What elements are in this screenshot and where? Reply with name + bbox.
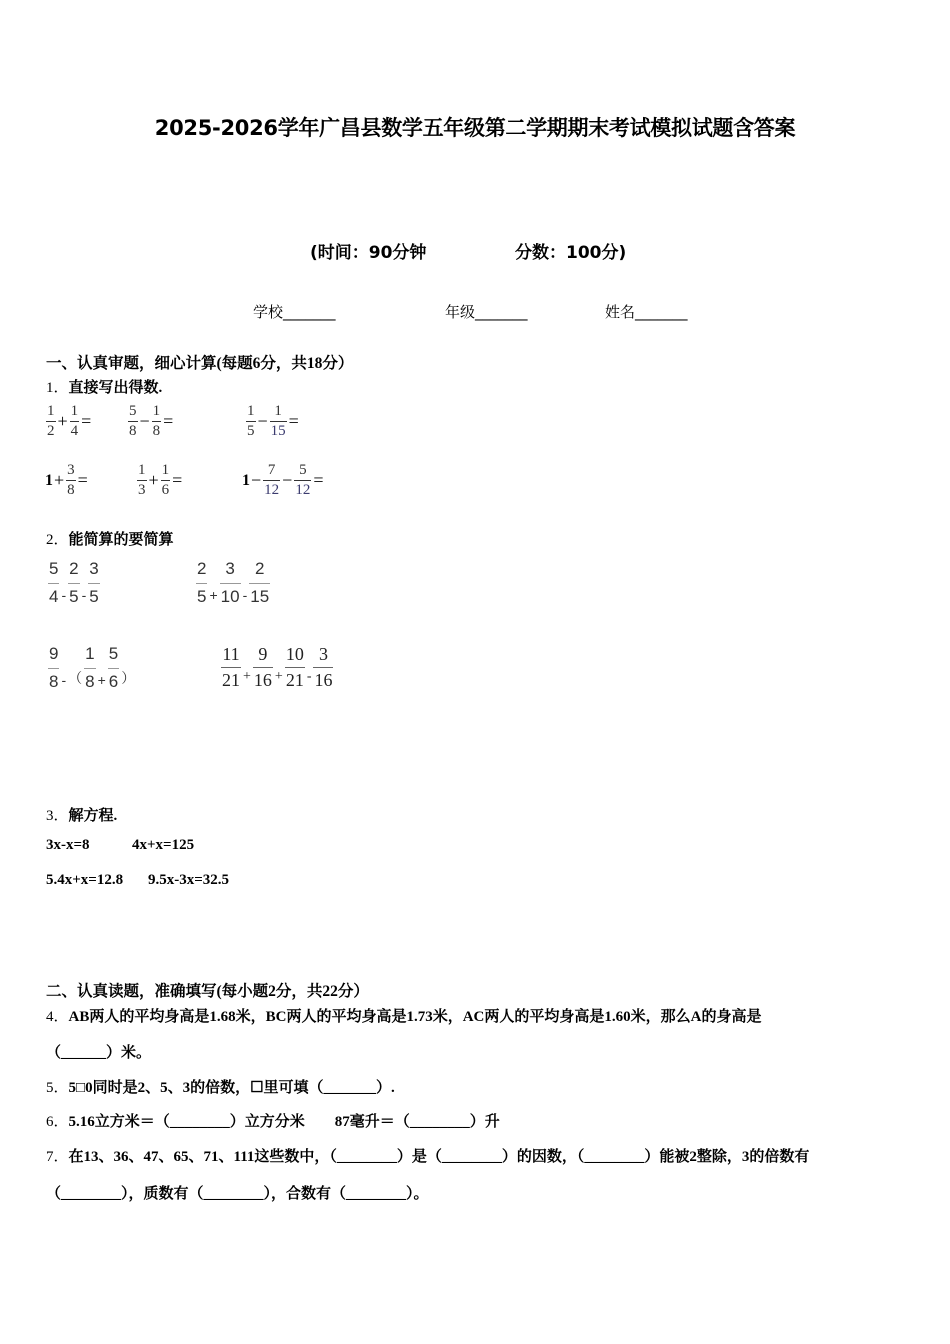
question-2-heading bbox=[46, 528, 174, 549]
section-2-heading: 二、认真读题，准确填写(每小题2分，共22分） bbox=[46, 983, 369, 1000]
q1-expr-e: $\frac{1}{3}$ + $\frac{1}{6}$ = bbox=[138, 462, 183, 498]
grade-blank[interactable]: _______ bbox=[475, 303, 528, 321]
question-5 bbox=[46, 1076, 395, 1097]
question-number: 1． bbox=[46, 380, 69, 396]
question-text[interactable]: 在13、36、47、65、71、111这些数中，（________）是（________）的因数，（________）能被2整除，3的倍数有 bbox=[68, 1149, 810, 1165]
fraction: $\frac{5}{12}$ bbox=[295, 462, 311, 498]
equation: 9.5x-3x=32.5 bbox=[148, 872, 230, 888]
fraction: $\frac{5}{6}$ bbox=[108, 644, 119, 691]
question-text: 能简算的要简算 bbox=[68, 532, 174, 548]
q1-expr-c: $\frac{1}{5}$ − $\frac{1}{15}$ = bbox=[247, 403, 299, 439]
question-text: 直接写出得数. bbox=[68, 380, 163, 396]
fraction: $\frac{1}{4}$ bbox=[70, 403, 79, 439]
q1-expr-b: $\frac{5}{8}$ − $\frac{1}{8}$ = bbox=[129, 403, 174, 439]
question-7-line-2 bbox=[46, 1182, 429, 1203]
fraction: $\frac{10}{21}$ bbox=[285, 644, 304, 690]
fraction: $\frac{1}{15}$ bbox=[270, 403, 286, 439]
question-number: 3． bbox=[46, 808, 69, 824]
question-text[interactable]: 5.16立方米＝（________）立方分米 87毫升＝（________）升 bbox=[68, 1114, 500, 1130]
question-number: 4． bbox=[46, 1009, 69, 1025]
question-text: AB两人的平均身高是1.68米，BC两人的平均身高是1.73米，AC两人的平均身高是1.60米，那么A的身高是 bbox=[68, 1009, 762, 1025]
q2-expr-c: $\frac{9}{8}$ - （ $\frac{1}{8}$ + $\frac{5}{6}$ ） bbox=[49, 644, 136, 691]
fraction: $\frac{9}{8}$ bbox=[49, 644, 59, 691]
fraction: $\frac{1}{2}$ bbox=[47, 403, 55, 439]
q1-expr-d: 1 + $\frac{3}{8}$ = bbox=[45, 462, 88, 498]
name-blank[interactable]: _______ bbox=[635, 303, 688, 321]
grade-field bbox=[445, 301, 528, 322]
q2-expr-b: $\frac{2}{5}$ + $\frac{3}{10}$ - $\frac{2}{15}$ bbox=[197, 559, 270, 606]
name-label: 姓名 bbox=[605, 303, 636, 321]
school-blank[interactable]: _______ bbox=[283, 303, 336, 321]
fraction: $\frac{1}{8}$ bbox=[152, 403, 161, 439]
question-7 bbox=[46, 1145, 809, 1166]
fraction: $\frac{1}{5}$ bbox=[247, 403, 255, 439]
fraction: $\frac{2}{5}$ bbox=[69, 559, 79, 606]
question-number: 5． bbox=[46, 1080, 69, 1096]
fraction: $\frac{3}{10}$ bbox=[220, 559, 240, 606]
q1-expr-a: $\frac{1}{2}$ + $\frac{1}{4}$ = bbox=[47, 403, 92, 439]
answer-blank[interactable]: （______）米。 bbox=[46, 1045, 152, 1061]
fraction: $\frac{5}{4}$ bbox=[49, 559, 59, 606]
question-text[interactable]: （________），质数有（________），合数有（________）。 bbox=[46, 1186, 429, 1202]
fraction: $\frac{7}{12}$ bbox=[264, 462, 280, 498]
name-field bbox=[605, 301, 688, 322]
grade-label: 年级 bbox=[445, 303, 476, 321]
fraction: $\frac{5}{8}$ bbox=[129, 403, 137, 439]
time-label: (时间：90分钟 bbox=[310, 243, 427, 263]
question-text[interactable]: 5□0同时是2、5、3的倍数，☐里可填（_______）. bbox=[68, 1080, 395, 1096]
question-4 bbox=[46, 1005, 761, 1026]
question-number: 7． bbox=[46, 1149, 69, 1165]
q1-expr-f: 1 − $\frac{7}{12}$ − $\frac{5}{12}$ = bbox=[242, 462, 324, 498]
fraction: $\frac{3}{5}$ bbox=[89, 559, 99, 606]
q2-expr-a: $\frac{5}{4}$ - $\frac{2}{5}$ - $\frac{3}{5}$ bbox=[49, 559, 99, 606]
question-3-heading bbox=[46, 804, 117, 825]
fraction: $\frac{3}{16}$ bbox=[314, 644, 333, 690]
question-1-heading bbox=[46, 376, 162, 397]
section-1-heading: 一、认真审题，细心计算(每题6分，共18分） bbox=[46, 355, 354, 372]
equation: 3x-x=8 bbox=[46, 837, 90, 853]
equation: 5.4x+x=12.8 bbox=[46, 872, 124, 888]
q2-expr-d: $\frac{11}{21}$ + $\frac{9}{16}$ + $\frac{10}{21}$ - $\frac{3}{16}$ bbox=[222, 644, 333, 690]
fraction: $\frac{2}{15}$ bbox=[250, 559, 270, 606]
fraction: $\frac{3}{8}$ bbox=[67, 462, 75, 498]
fraction: $\frac{1}{6}$ bbox=[161, 462, 170, 498]
fraction: $\frac{9}{16}$ bbox=[253, 644, 272, 690]
fraction: $\frac{1}{8}$ bbox=[85, 644, 95, 691]
document-title: 2025-2026学年广昌县数学五年级第二学期期末考试模拟试题含答案 bbox=[154, 116, 796, 140]
score-label: 分数：100分) bbox=[515, 243, 627, 263]
fraction: $\frac{11}{21}$ bbox=[222, 644, 240, 690]
school-label: 学校 bbox=[253, 303, 284, 321]
fraction: $\frac{2}{5}$ bbox=[197, 559, 207, 606]
question-number: 6． bbox=[46, 1114, 69, 1130]
question-number: 2． bbox=[46, 532, 69, 548]
school-field bbox=[253, 301, 336, 322]
question-6 bbox=[46, 1110, 500, 1131]
equation: 4x+x=125 bbox=[132, 837, 195, 853]
question-4-answer-line bbox=[46, 1041, 151, 1062]
question-text: 解方程. bbox=[68, 808, 118, 824]
fraction: $\frac{1}{3}$ bbox=[138, 462, 146, 498]
